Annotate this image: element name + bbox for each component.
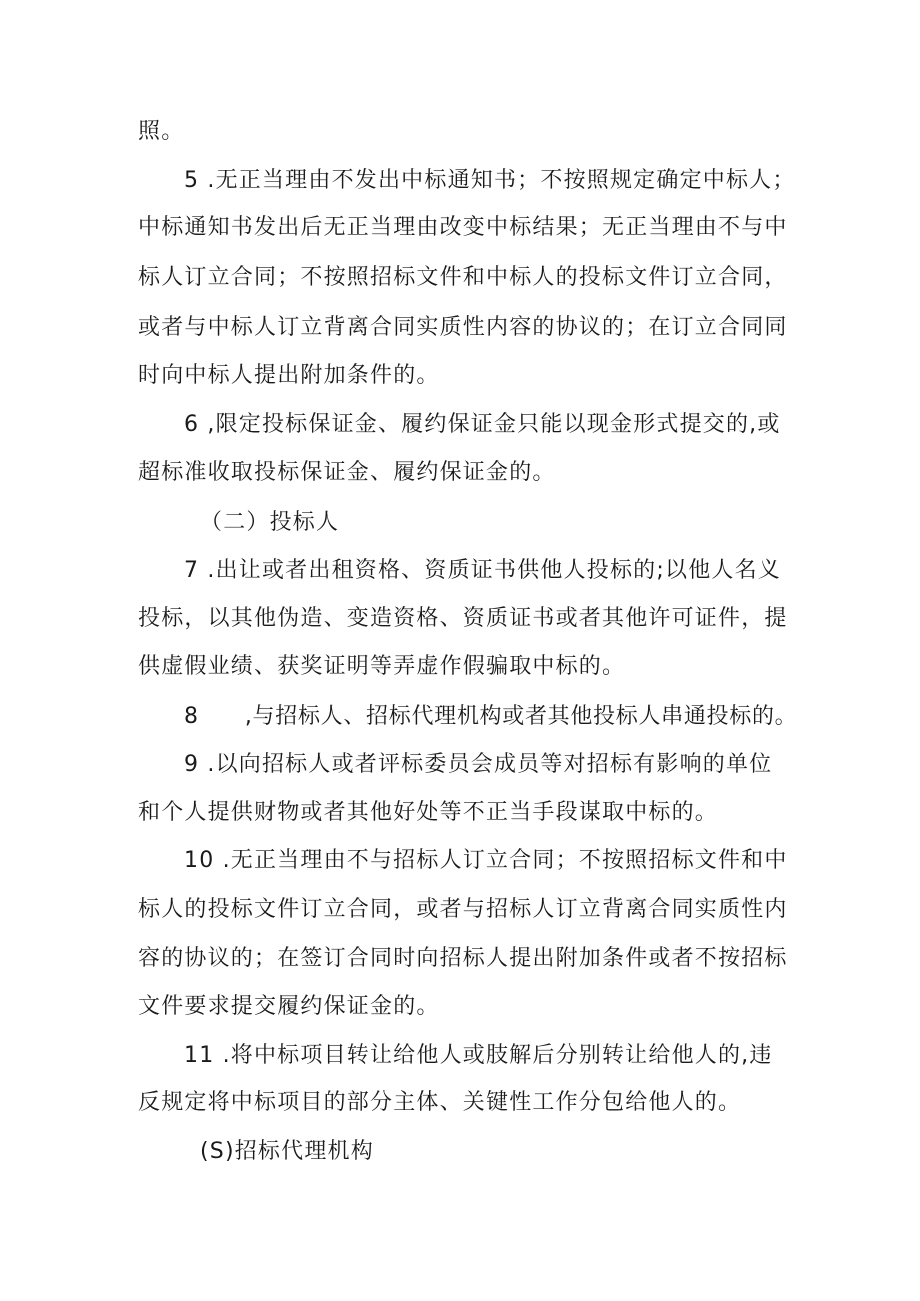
text-line: 文件要求提交履约保证金的。 <box>138 994 440 1019</box>
text-line: 供虚假业绩、获奖证明等弄虚作假骗取中标的。 <box>138 654 626 679</box>
text-line: 时向中标人提出附加条件的。 <box>138 363 440 388</box>
text-line: 或者与中标人订立背离合同实质性内容的协议的；在订立合同同 <box>138 315 788 340</box>
text-line: 6 ,限定投标保证金、履约保证金只能以现金形式提交的,或 <box>184 412 781 437</box>
text-line: 超标准收取投标保证金、履约保证金的。 <box>138 460 556 485</box>
text-line: 标人的投标文件订立合同，或者与招标人订立背离合同实质性内 <box>138 897 788 922</box>
section-heading: (S)招标代理机构 <box>200 1139 374 1164</box>
text-line: 照。 <box>138 119 185 144</box>
text-line: 11 .将中标项目转让给他人或肢解后分别转让给他人的,违 <box>184 1043 773 1068</box>
text-line: 中标通知书发出后无正当理由改变中标结果；无正当理由不与中 <box>138 215 788 240</box>
text-line: 投标，以其他伪造、变造资格、资质证书或者其他许可证件，提 <box>138 606 788 631</box>
text-line: 8 ,与招标人、招标代理机构或者其他投标人串通投标的。 <box>184 704 798 729</box>
section-heading: （二）投标人 <box>200 510 340 535</box>
text-line: 5 .无正当理由不发出中标通知书；不按照规定确定中标人； <box>184 168 796 193</box>
text-line: 标人订立合同；不按照招标文件和中标人的投标文件订立合同， <box>138 265 788 290</box>
text-line: 容的协议的；在签订合同时向招标人提出附加条件或者不按招标 <box>138 946 788 971</box>
text-line: 7 .出让或者出租资格、资质证书供他人投标的;以他人名义 <box>184 558 781 583</box>
text-line: 9 .以向招标人或者评标委员会成员等对招标有影响的单位 <box>184 752 773 777</box>
text-line: 和个人提供财物或者其他好处等不正当手段谋取中标的。 <box>138 800 719 825</box>
text-line: 10 .无正当理由不与招标人订立合同；不按照招标文件和中 <box>184 848 788 873</box>
text-line: 反规定将中标项目的部分主体、关键性工作分包给他人的。 <box>138 1090 742 1115</box>
